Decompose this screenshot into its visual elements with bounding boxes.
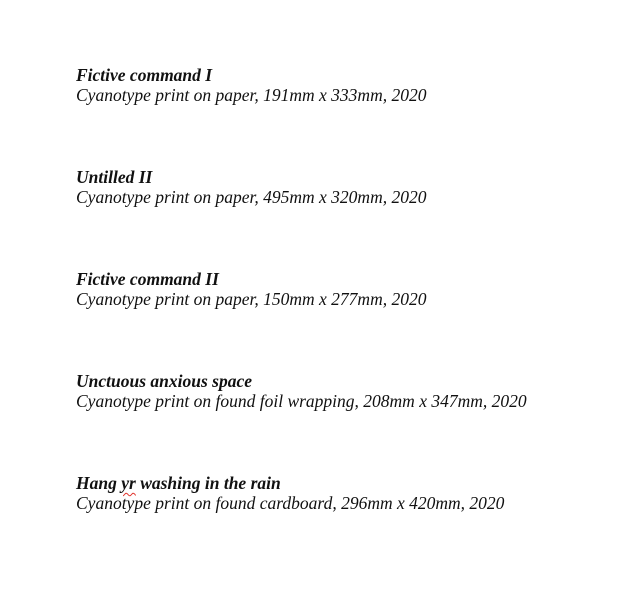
artwork-entry	[76, 269, 606, 309]
artwork-entry	[76, 65, 606, 105]
artwork-title: Untilled II	[76, 167, 153, 187]
spellcheck-flagged-word[interactable]: yr	[121, 473, 136, 493]
artwork-description: Cyanotype print on paper, 191mm x 333mm, 2020	[76, 85, 427, 105]
artwork-title: Fictive command II	[76, 269, 219, 289]
artwork-title: Unctuous anxious space	[76, 371, 253, 391]
artwork-entry	[76, 371, 606, 411]
artwork-title-part: Hang	[76, 473, 122, 493]
artwork-description: Cyanotype print on found cardboard, 296mm x 420mm, 2020	[76, 493, 505, 513]
artwork-title	[76, 473, 606, 493]
artwork-description: Cyanotype print on paper, 495mm x 320mm, 2020	[76, 187, 427, 207]
artwork-entry	[76, 167, 606, 207]
artwork-entry	[76, 473, 606, 513]
artwork-description: Cyanotype print on found foil wrapping, 208mm x 347mm, 2020	[76, 391, 527, 411]
artwork-description: Cyanotype print on paper, 150mm x 277mm, 2020	[76, 289, 427, 309]
artwork-title: Fictive command I	[76, 65, 213, 85]
artwork-title-part: washing in the rain	[135, 473, 281, 493]
